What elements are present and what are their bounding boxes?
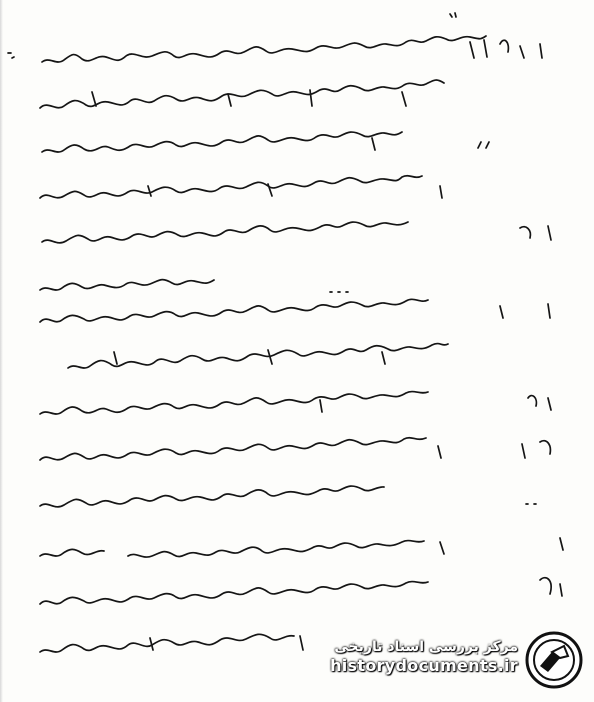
handwritten-line-12 — [40, 541, 424, 557]
handwritten-line-1 — [42, 36, 486, 62]
handwritten-line-8 — [68, 344, 448, 368]
handwritten-line-5 — [42, 222, 408, 243]
handwritten-line-11 — [40, 486, 384, 507]
handwritten-line-2 — [40, 80, 444, 108]
handwritten-line-3 — [42, 132, 402, 152]
handwritten-line-10 — [40, 438, 426, 460]
watermark-text — [330, 638, 518, 676]
handwritten-line-14 — [40, 634, 294, 652]
watermark-org-name: مرکز بررسی اسناد تاریخی — [334, 639, 518, 655]
handwritten-line-9 — [40, 392, 428, 414]
watermark-url: historydocuments.ir — [330, 656, 518, 675]
handwritten-line-4 — [40, 176, 422, 198]
handwritten-line-7 — [40, 299, 428, 322]
stray-mark — [450, 13, 456, 17]
book-circle-logo-icon — [524, 630, 584, 690]
stray-mark — [8, 53, 14, 58]
handwritten-line-6 — [40, 280, 214, 290]
archive-watermark — [304, 628, 584, 692]
handwritten-line-13 — [40, 582, 428, 604]
